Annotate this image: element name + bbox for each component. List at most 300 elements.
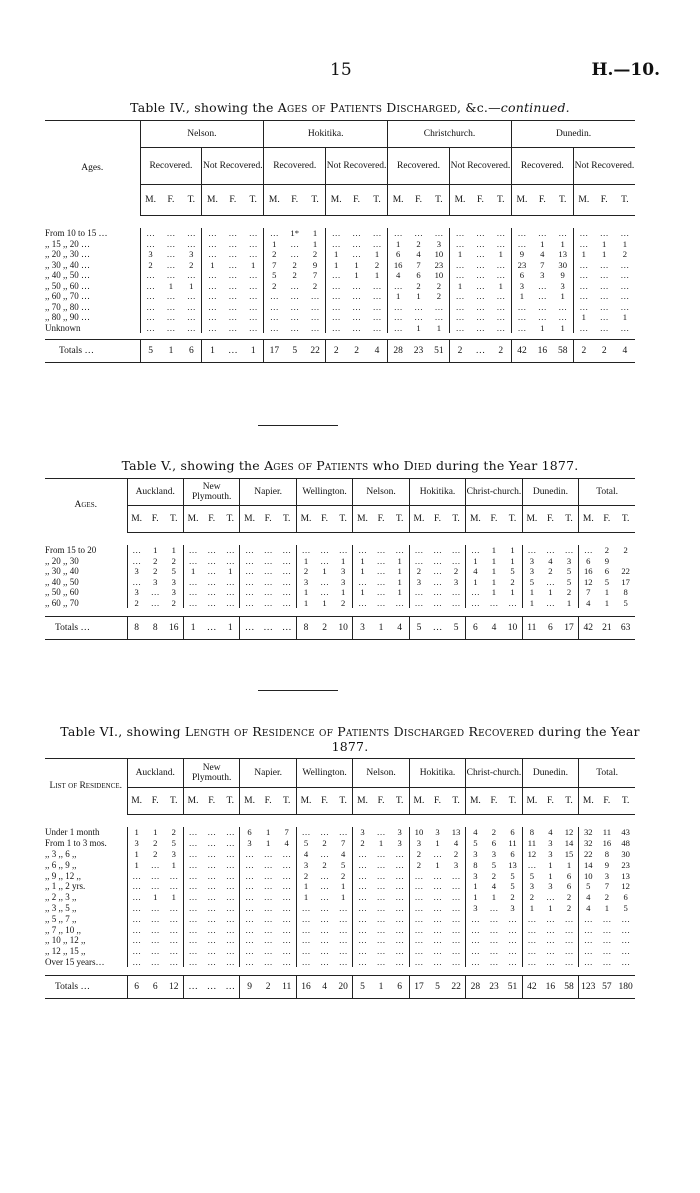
- data-cell: …: [338, 956, 348, 967]
- sub-header: T.: [305, 185, 326, 216]
- data-cell: 2: [341, 597, 346, 608]
- data-cell: …: [187, 301, 196, 312]
- data-cell: …: [579, 946, 598, 957]
- data-cell: …: [522, 946, 541, 957]
- data-cell: …: [248, 301, 258, 312]
- data-cell: 3: [341, 566, 346, 577]
- data-cell: …: [352, 312, 361, 323]
- data-cell: …: [599, 259, 609, 270]
- data-cell: 1: [491, 566, 497, 577]
- data-cell: …: [599, 322, 609, 333]
- data-cell: …: [183, 859, 202, 870]
- data-cell: 8: [522, 827, 541, 838]
- totals-row: [45, 976, 635, 999]
- data-cell: 2: [566, 587, 572, 598]
- data-cell: …: [409, 881, 428, 892]
- data-cell: …: [433, 913, 442, 924]
- data-cell: …: [187, 270, 196, 281]
- totals-cell: …: [470, 340, 491, 363]
- sub-header: F.: [223, 185, 244, 216]
- data-cell: …: [207, 848, 216, 859]
- data-cell: 2: [604, 892, 609, 903]
- data-cell: …: [183, 556, 202, 567]
- data-cell: …: [240, 957, 259, 968]
- data-cell: 6: [491, 838, 497, 849]
- data-cell: 2: [436, 280, 442, 291]
- data-cell: 3: [189, 249, 194, 260]
- data-cell: …: [296, 913, 315, 924]
- data-cell: …: [353, 881, 372, 892]
- data-cell: …: [248, 270, 258, 281]
- data-cell: …: [599, 280, 609, 291]
- data-cell: …: [573, 281, 594, 292]
- data-cell: 1: [296, 881, 315, 892]
- data-cell: 2: [292, 259, 297, 270]
- spacer: [45, 533, 635, 546]
- data-cell: …: [353, 935, 372, 946]
- data-cell: 3: [171, 848, 176, 859]
- data-cell: …: [496, 301, 506, 312]
- data-cell: …: [409, 957, 428, 968]
- data-cell: …: [207, 870, 216, 881]
- data-cell: …: [338, 935, 348, 946]
- data-cell: …: [449, 291, 470, 302]
- hospital-header: Dunedin.: [522, 759, 578, 788]
- data-cell: …: [240, 577, 259, 588]
- data-cell: 5: [491, 859, 497, 870]
- table-4-title-prefix: Table IV., showing the: [130, 100, 278, 115]
- data-cell: …: [127, 881, 146, 892]
- data-cell: 1: [548, 859, 553, 870]
- data-cell: 2: [296, 870, 315, 881]
- hospital-header: Hokitika.: [409, 479, 465, 506]
- table-row: [45, 598, 635, 609]
- data-cell: 2: [491, 870, 497, 881]
- data-cell: …: [376, 892, 386, 903]
- sub-header: T.: [503, 788, 522, 815]
- data-cell: …: [187, 228, 196, 239]
- data-cell: …: [449, 323, 470, 334]
- data-cell: …: [564, 946, 574, 957]
- table-row: [45, 323, 635, 334]
- data-cell: 1: [522, 903, 541, 914]
- data-cell: 1: [573, 312, 594, 323]
- data-cell: 9: [604, 859, 609, 870]
- row-label: ,, 60 ,, 70: [45, 597, 79, 608]
- data-cell: …: [599, 312, 609, 323]
- data-cell: …: [127, 545, 146, 556]
- totals-cell: 2: [449, 340, 470, 363]
- table-4-title: [40, 100, 660, 115]
- sub-header: F.: [315, 788, 334, 815]
- hospital-header: Napier.: [240, 479, 296, 506]
- row-label: ,, 3 ,, 6 ,,: [45, 848, 77, 859]
- data-cell: …: [264, 323, 285, 334]
- data-cell: 2: [312, 280, 318, 291]
- data-cell: 4: [579, 903, 598, 914]
- data-cell: 2: [171, 597, 176, 608]
- data-cell: …: [433, 555, 442, 566]
- data-cell: …: [140, 302, 161, 313]
- data-cell: …: [434, 228, 444, 239]
- data-cell: …: [476, 312, 485, 323]
- table-row: [45, 827, 635, 838]
- totals-cell: 23: [408, 340, 429, 363]
- table-6: [45, 758, 635, 999]
- data-cell: 6: [566, 881, 572, 892]
- totals-cell: 180: [616, 976, 635, 999]
- data-cell: …: [248, 249, 258, 260]
- data-cell: 12: [579, 577, 598, 588]
- data-cell: …: [546, 956, 555, 967]
- data-cell: 9: [312, 259, 318, 270]
- data-cell: 8: [623, 587, 628, 598]
- data-cell: …: [376, 859, 386, 870]
- data-cell: …: [489, 913, 499, 924]
- totals-cell: 1: [183, 617, 202, 640]
- table-6-title-suffix: during the Year: [534, 724, 640, 739]
- data-cell: …: [183, 946, 202, 957]
- data-cell: …: [127, 903, 146, 914]
- table-5-title-suffix: during the Year 1877.: [431, 458, 579, 473]
- data-cell: …: [451, 555, 461, 566]
- data-cell: 3: [140, 249, 161, 260]
- data-cell: 4: [540, 249, 545, 260]
- sub-header: T.: [429, 185, 450, 216]
- data-cell: …: [620, 280, 630, 291]
- data-cell: 2: [409, 859, 428, 870]
- data-cell: …: [546, 935, 555, 946]
- data-cell: 1: [265, 827, 271, 838]
- data-cell: 1: [540, 322, 545, 333]
- data-cell: …: [395, 892, 404, 903]
- data-cell: 1: [341, 555, 346, 566]
- data-cell: …: [140, 312, 161, 323]
- data-cell: …: [240, 598, 259, 609]
- table-5-title-mid: who: [368, 458, 404, 473]
- data-cell: …: [409, 587, 428, 598]
- data-cell: …: [225, 848, 235, 859]
- data-cell: 3: [153, 576, 158, 587]
- totals-cell: 1: [372, 976, 391, 999]
- hospital-header: Christ-church.: [466, 759, 522, 788]
- data-cell: …: [166, 228, 176, 239]
- data-cell: 6: [604, 566, 609, 577]
- row-label: ,, 3 ,, 5 ,,: [45, 902, 77, 913]
- totals-cell: 21: [597, 617, 616, 640]
- data-cell: …: [352, 322, 361, 333]
- data-cell: 1: [326, 249, 347, 260]
- data-cell: …: [466, 587, 485, 598]
- data-cell: …: [602, 924, 612, 935]
- data-cell: …: [538, 312, 547, 323]
- data-cell: …: [228, 291, 238, 302]
- data-cell: …: [207, 924, 216, 935]
- data-cell: …: [263, 545, 273, 556]
- data-cell: 3: [466, 849, 485, 860]
- data-cell: …: [207, 597, 216, 608]
- sub-header: T.: [615, 185, 636, 216]
- data-cell: …: [202, 302, 223, 313]
- data-cell: 6: [510, 827, 515, 838]
- row-label: ,, 20 ,, 30: [45, 555, 79, 566]
- data-cell: 23: [621, 859, 630, 870]
- totals-cell: 28: [466, 976, 485, 999]
- table-row: [45, 935, 635, 946]
- data-cell: …: [508, 597, 517, 608]
- data-cell: …: [496, 238, 506, 249]
- sub-header: T.: [165, 506, 184, 533]
- data-cell: …: [599, 228, 609, 239]
- sub-header: M.: [579, 506, 598, 533]
- data-cell: 1: [491, 892, 497, 903]
- totals-cell: …: [202, 617, 221, 640]
- data-cell: …: [395, 545, 404, 556]
- totals-cell: 1: [202, 340, 223, 363]
- data-cell: …: [140, 239, 161, 250]
- data-cell: …: [620, 259, 630, 270]
- sub-header: T.: [165, 788, 184, 815]
- data-cell: …: [353, 892, 372, 903]
- data-cell: 6: [579, 556, 598, 567]
- totals-cell: 51: [429, 340, 450, 363]
- totals-cell: 6: [541, 617, 560, 640]
- data-cell: 6: [388, 249, 409, 260]
- totals-cell: 58: [560, 976, 579, 999]
- hospital-header: New Plymouth.: [183, 759, 239, 788]
- table-4-title-suffix: , &c.—: [457, 100, 501, 115]
- totals-cell: 6: [127, 976, 146, 999]
- sub-header: M.: [353, 506, 372, 533]
- totals-cell: 2: [259, 976, 278, 999]
- data-cell: 17: [621, 576, 630, 587]
- data-cell: …: [395, 881, 404, 892]
- data-cell: …: [228, 238, 238, 249]
- data-cell: 5: [296, 838, 315, 849]
- sub-header: M.: [522, 788, 541, 815]
- data-cell: …: [372, 322, 382, 333]
- data-cell: 1: [449, 249, 470, 260]
- data-cell: 2: [522, 892, 541, 903]
- totals-cell: 123: [579, 976, 598, 999]
- sub-header: F.: [428, 506, 447, 533]
- data-cell: 13: [621, 870, 630, 881]
- data-cell: 1: [491, 555, 497, 566]
- data-cell: 1: [604, 597, 609, 608]
- data-cell: 30: [558, 259, 567, 270]
- data-cell: 2: [623, 545, 628, 556]
- row-label: ,, 50 ,, 60: [45, 587, 79, 598]
- data-cell: 1: [435, 859, 440, 870]
- data-cell: …: [620, 270, 630, 281]
- hospital-header: Christ-church.: [466, 479, 522, 506]
- sub-header: T.: [221, 788, 240, 815]
- data-cell: …: [310, 291, 320, 302]
- data-cell: 5: [566, 576, 572, 587]
- sub-header: M.: [466, 506, 485, 533]
- data-cell: 3: [397, 838, 402, 849]
- data-cell: 1: [341, 892, 346, 903]
- data-cell: …: [573, 228, 594, 239]
- data-cell: …: [352, 301, 361, 312]
- hospital-header: Hokitika.: [264, 121, 388, 148]
- data-cell: 1: [189, 280, 194, 291]
- data-cell: 1: [353, 566, 372, 577]
- data-cell: …: [282, 902, 291, 913]
- data-cell: …: [579, 545, 598, 556]
- data-cell: 1: [522, 598, 541, 609]
- page-header: [0, 60, 700, 84]
- data-cell: 1: [466, 892, 485, 903]
- data-cell: …: [169, 902, 179, 913]
- totals-cell: 63: [616, 617, 635, 640]
- totals-cell: 42: [522, 976, 541, 999]
- data-cell: …: [352, 291, 361, 302]
- table-5-title: [40, 458, 660, 473]
- data-cell: …: [451, 902, 461, 913]
- data-cell: 1: [353, 587, 372, 598]
- totals-cell: 10: [334, 617, 353, 640]
- data-cell: …: [579, 924, 598, 935]
- data-cell: …: [433, 924, 442, 935]
- data-cell: …: [282, 913, 291, 924]
- data-cell: 1: [510, 587, 515, 598]
- data-cell: …: [183, 587, 202, 598]
- sub-header: T.: [390, 788, 409, 815]
- data-cell: 1: [397, 566, 402, 577]
- data-cell: …: [263, 859, 273, 870]
- data-cell: …: [166, 238, 176, 249]
- sub-header: M.: [240, 788, 259, 815]
- data-cell: …: [409, 924, 428, 935]
- data-cell: 3: [341, 576, 346, 587]
- data-cell: …: [496, 291, 506, 302]
- data-cell: …: [320, 935, 329, 946]
- data-cell: …: [207, 576, 216, 587]
- data-cell: 16: [579, 566, 598, 577]
- data-cell: …: [290, 238, 299, 249]
- totals-cell: 9: [240, 976, 259, 999]
- data-cell: 4: [579, 598, 598, 609]
- data-cell: …: [282, 892, 291, 903]
- totals-cell: 16: [165, 617, 184, 640]
- data-cell: …: [228, 322, 238, 333]
- data-cell: …: [376, 881, 386, 892]
- data-cell: …: [476, 259, 485, 270]
- data-cell: …: [620, 291, 630, 302]
- data-cell: …: [451, 881, 461, 892]
- data-cell: 6: [511, 270, 532, 281]
- data-cell: …: [183, 545, 202, 556]
- data-cell: 2: [322, 859, 327, 870]
- data-cell: 2: [153, 566, 158, 577]
- data-cell: …: [264, 291, 285, 302]
- sub-header: M.: [127, 506, 146, 533]
- data-cell: …: [183, 577, 202, 588]
- totals-cell: 2: [315, 617, 334, 640]
- data-cell: …: [169, 913, 179, 924]
- data-cell: 12: [564, 827, 574, 838]
- data-cell: 1: [449, 281, 470, 292]
- totals-cell: 16: [541, 976, 560, 999]
- group-header: Recovered.: [140, 148, 202, 185]
- data-cell: 3: [491, 848, 497, 859]
- totals-cell: 2: [346, 340, 367, 363]
- data-cell: …: [511, 312, 532, 323]
- table-6-title-line2: 1877.: [331, 739, 369, 754]
- data-cell: …: [476, 228, 485, 239]
- data-cell: …: [573, 239, 594, 250]
- data-cell: …: [476, 301, 485, 312]
- data-cell: …: [573, 302, 594, 313]
- data-cell: …: [522, 859, 541, 870]
- data-cell: …: [296, 924, 315, 935]
- totals-cell: 2: [326, 340, 347, 363]
- data-cell: …: [320, 827, 329, 838]
- data-cell: …: [183, 849, 202, 860]
- hospital-header: New Plymouth.: [183, 479, 239, 506]
- data-cell: 4: [296, 849, 315, 860]
- data-cell: 1: [560, 238, 565, 249]
- data-cell: 5: [171, 566, 176, 577]
- sub-header: T.: [560, 788, 579, 815]
- data-cell: 2: [264, 249, 285, 260]
- totals-cell: 5: [409, 617, 428, 640]
- sub-header: T.: [503, 506, 522, 533]
- totals-cell: 2: [594, 340, 615, 363]
- totals-cell: 5: [284, 340, 305, 363]
- data-cell: 8: [604, 848, 609, 859]
- row-label: ,, 40 ,, 50 …: [45, 270, 90, 281]
- data-cell: 5: [466, 838, 485, 849]
- data-cell: …: [207, 935, 216, 946]
- totals-cell: 23: [485, 976, 504, 999]
- sub-header: M.: [522, 506, 541, 533]
- data-cell: 5: [522, 870, 541, 881]
- data-cell: …: [409, 892, 428, 903]
- data-cell: …: [150, 870, 160, 881]
- data-cell: …: [150, 924, 160, 935]
- page-number: 15: [330, 60, 352, 80]
- sub-header: T.: [491, 185, 512, 216]
- data-cell: …: [150, 913, 160, 924]
- sub-header: T.: [447, 506, 466, 533]
- data-cell: …: [558, 301, 567, 312]
- data-cell: 1: [296, 587, 315, 598]
- data-cell: …: [546, 597, 555, 608]
- row-header: Ages.: [45, 121, 140, 216]
- table-row: [45, 838, 635, 849]
- data-cell: 14: [579, 859, 598, 870]
- data-cell: …: [353, 545, 372, 556]
- document-code: H.—10.: [591, 60, 660, 80]
- data-cell: …: [240, 587, 259, 598]
- data-cell: …: [376, 576, 386, 587]
- data-cell: 6: [623, 892, 628, 903]
- data-cell: 3: [548, 848, 553, 859]
- data-cell: …: [326, 281, 347, 292]
- data-cell: …: [602, 935, 612, 946]
- data-cell: 3: [296, 859, 315, 870]
- data-cell: …: [511, 228, 532, 239]
- sub-header: M.: [353, 788, 372, 815]
- table-row: [45, 291, 635, 302]
- totals-cell: 22: [447, 976, 466, 999]
- data-cell: …: [202, 281, 223, 292]
- data-cell: …: [207, 566, 216, 577]
- data-cell: 11: [508, 838, 517, 849]
- data-cell: …: [248, 238, 258, 249]
